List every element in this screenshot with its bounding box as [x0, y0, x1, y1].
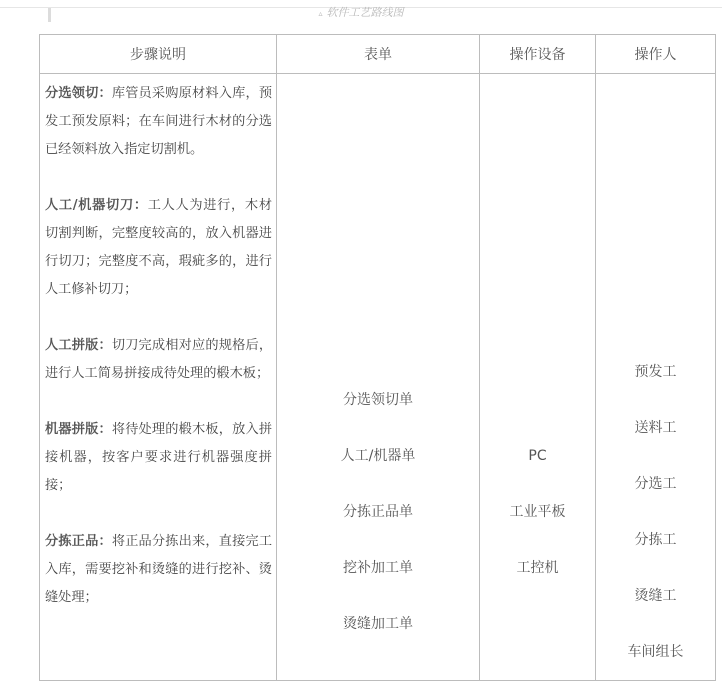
- step-item: 人工拼版：切刀完成相对应的规格后，进行人工简易拼接成待处理的椴木板；: [45, 338, 273, 381]
- step-text: 工人人为进行，木材切割判断，完整度较高的，放入机器进行切刀；完整度不高，瑕疵多的，进行人工修补切刀；: [45, 198, 273, 297]
- device-item: 工业平板: [509, 504, 566, 520]
- table-row: [40, 74, 716, 681]
- step-item: 人工/机器切刀：工人人为进行，木材切割判断，完整度较高的，放入机器进行切刀；完整度不高，瑕疵多的，进行人工修补切刀；: [45, 198, 273, 297]
- header-devices: 操作设备: [480, 35, 596, 74]
- step-title: 人工/机器切刀: [45, 198, 134, 213]
- operator-item: 烫缝工: [634, 588, 677, 604]
- operators-cell: [596, 74, 716, 681]
- step-text: 将待处理的椴木板，放入拼接机器，按客户要求进行机器强度拼接；: [45, 422, 273, 493]
- step-text: 切刀完成相对应的规格后，进行人工简易拼接成待处理的椴木板；: [45, 338, 273, 381]
- step-title: 机器拼版: [45, 422, 99, 437]
- step-item: 机器拼版：将待处理的椴木板，放入拼接机器，按客户要求进行机器强度拼接；: [45, 422, 273, 493]
- operator-item: 送料工: [634, 420, 677, 436]
- step-title: 人工拼版: [45, 338, 99, 353]
- step-title: 分选领切: [45, 86, 99, 101]
- operator-item: 分选工: [634, 476, 677, 492]
- header-steps: 步骤说明: [40, 35, 277, 74]
- steps-cell: [40, 74, 277, 681]
- figure-caption: [0, 6, 722, 21]
- operator-item: 分拣工: [634, 532, 677, 548]
- form-item: 人工/机器单: [340, 448, 416, 464]
- step-title: 分拣正品: [45, 534, 99, 549]
- form-item: 烫缝加工单: [343, 616, 413, 632]
- step-item: 分拣正品：将正品分拣出来，直接完工入库，需要挖补和烫缝的进行挖补、烫缝处理；: [45, 534, 273, 605]
- header-operators: 操作人: [596, 35, 716, 74]
- caption-text: 软件工艺路线图: [326, 6, 404, 19]
- forms-cell: [277, 74, 480, 681]
- step-text: 将正品分拣出来，直接完工入库，需要挖补和烫缝的进行挖补、烫缝处理；: [45, 534, 273, 605]
- step-text: 库管员采购原材料入库，预发工预发原料；在车间进行木材的分选已经领料放入指定切割机。: [45, 86, 273, 157]
- table-header-row: [40, 35, 716, 74]
- operator-item: 车间组长: [627, 644, 684, 660]
- process-table: [39, 34, 716, 681]
- form-item: 分拣正品单: [343, 504, 413, 520]
- device-item: 工控机: [516, 560, 559, 576]
- step-item: 分选领切：库管员采购原材料入库，预发工预发原料；在车间进行木材的分选已经领料放入指定切割机。: [45, 86, 273, 157]
- device-item: PC: [528, 448, 547, 464]
- form-item: 挖补加工单: [343, 560, 413, 576]
- devices-cell: [480, 74, 596, 681]
- header-forms: 表单: [277, 35, 480, 74]
- form-item: 分选领切单: [343, 392, 413, 408]
- operator-item: 预发工: [634, 364, 677, 380]
- triangle-icon: ▵: [318, 9, 323, 18]
